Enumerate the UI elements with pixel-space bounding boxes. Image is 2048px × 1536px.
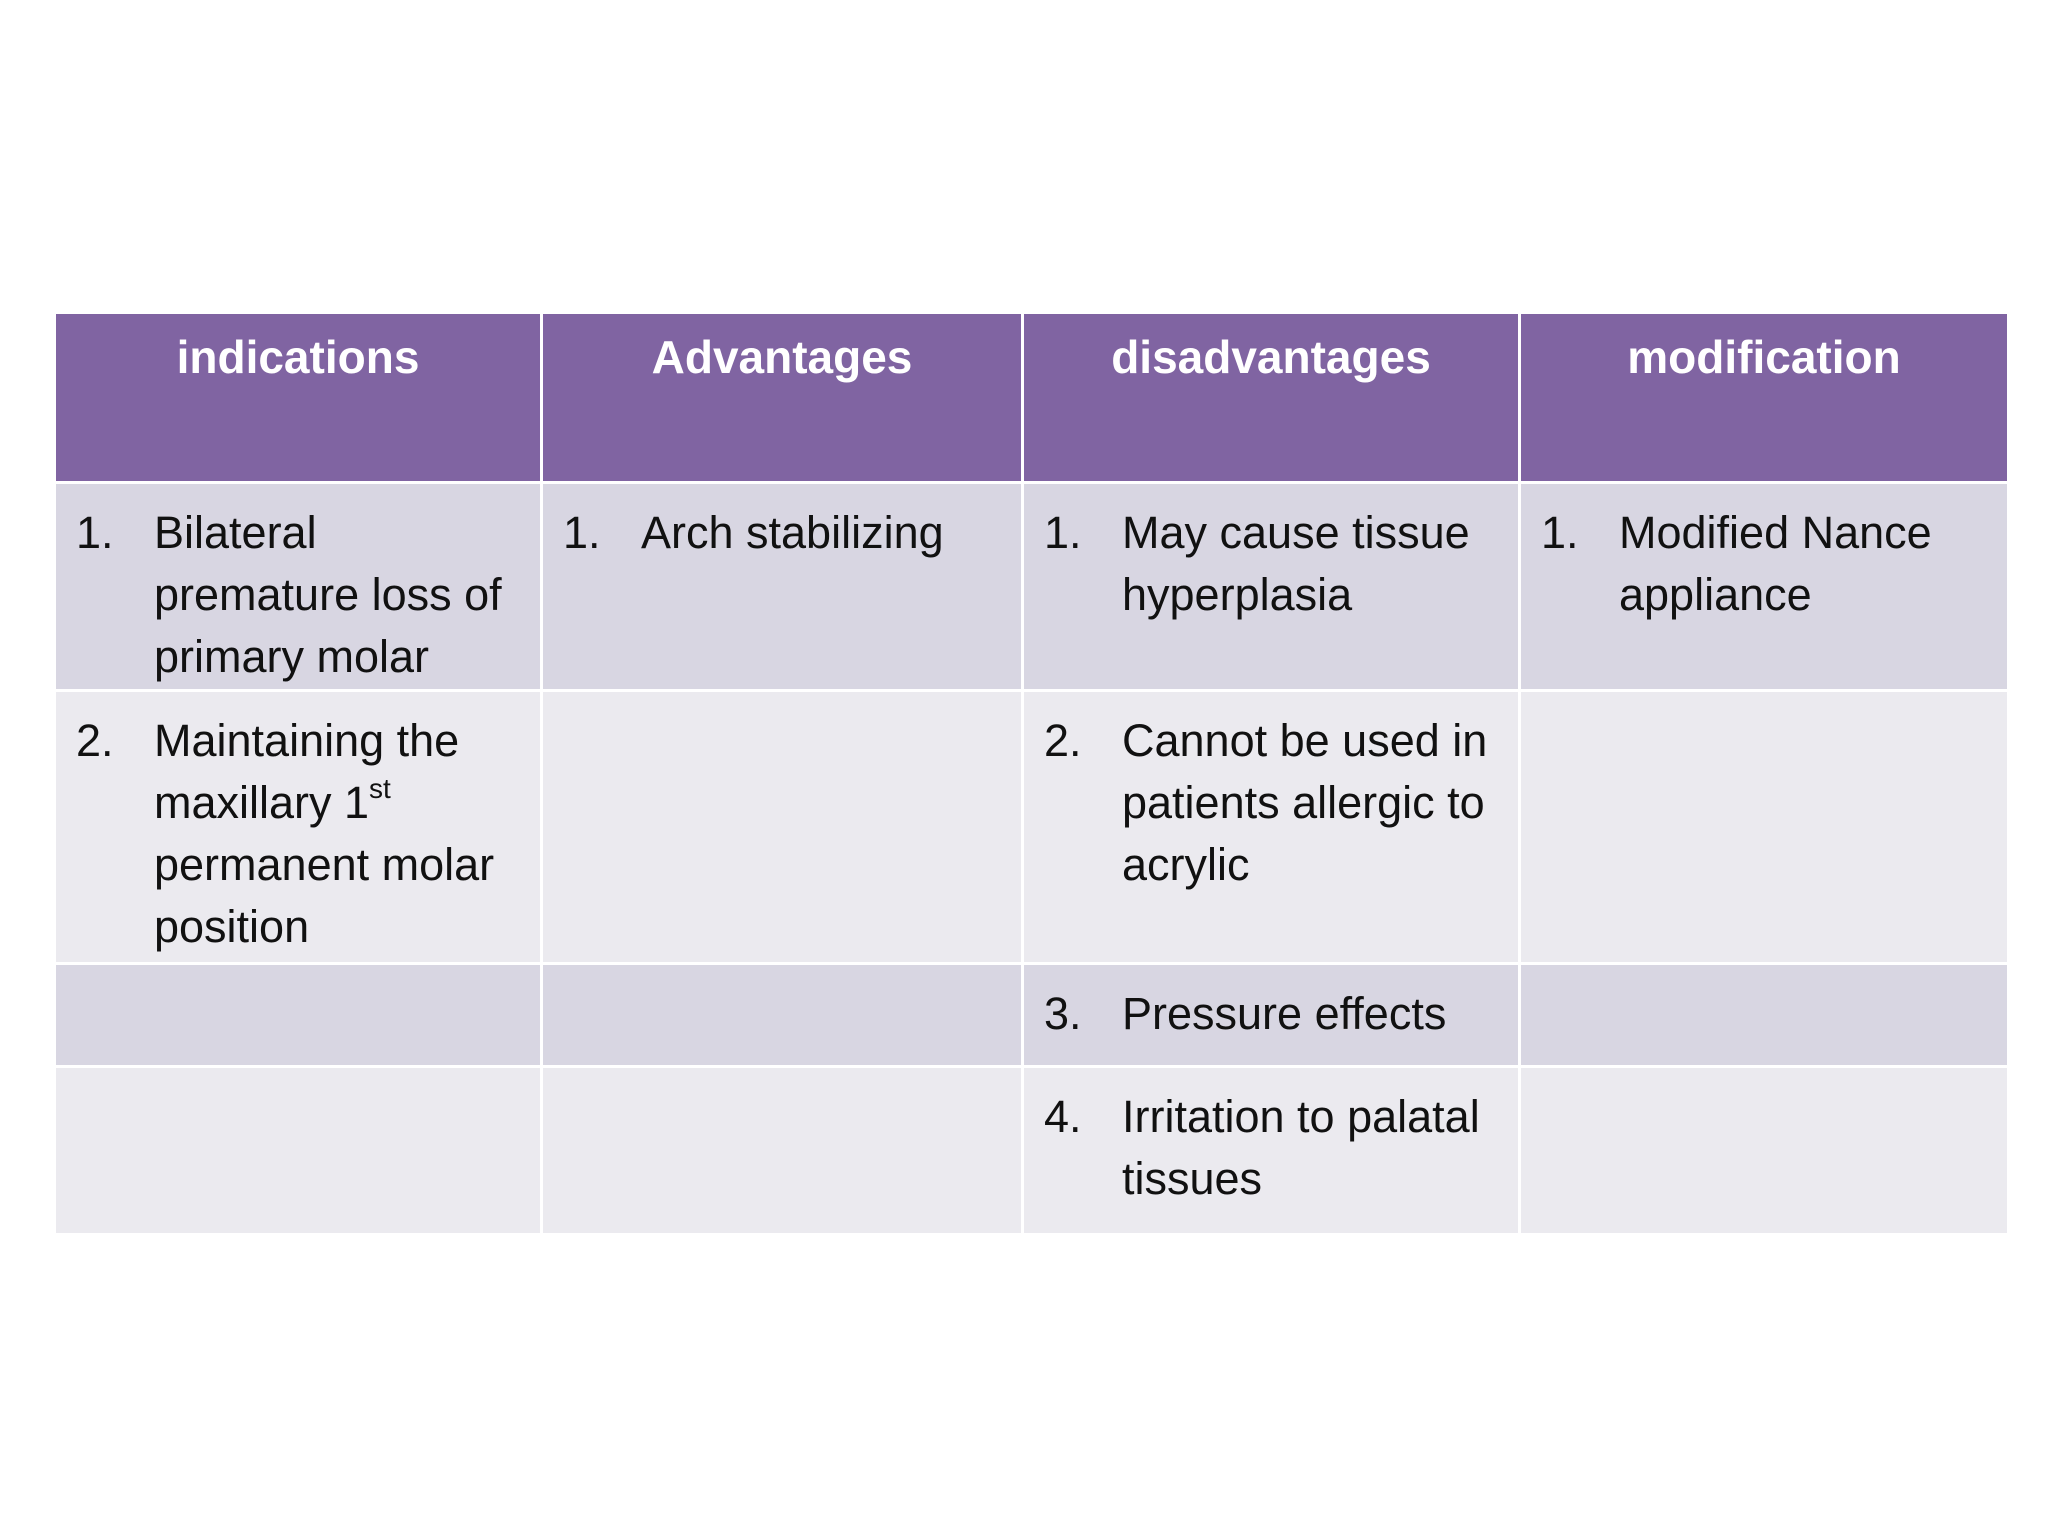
list-item [1024,1068,1518,1210]
item-text: Pressure effects [1122,988,1447,1039]
item-number: 1. [563,507,601,558]
item-number: 2. [76,715,114,766]
item-number: 1. [76,507,114,558]
cell-modification [1520,691,2009,964]
item-text: Cannot be used in patients allergic to acrylic [1122,715,1488,890]
cell-modification [1520,1067,2009,1235]
item-number: 2. [1044,715,1082,766]
table-row [55,483,2009,691]
list-item [1024,484,1518,626]
cell-indications [55,1067,542,1235]
cell-modification [1520,964,2009,1067]
list-item [56,692,540,958]
cell-disadvantages [1023,483,1520,691]
header-modification: modification [1520,313,2009,483]
list-item [1024,692,1518,896]
item-number: 1. [1044,507,1082,558]
cell-indications [55,483,542,691]
cell-advantages [542,1067,1023,1235]
item-text: Irritation to palatal tissues [1122,1091,1480,1204]
header-advantages: Advantages [542,313,1023,483]
item-number: 1. [1541,507,1579,558]
item-text: Modified Nance appliance [1619,507,1932,620]
cell-indications [55,691,542,964]
item-text: May cause tissue hyperplasia [1122,507,1470,620]
cell-disadvantages [1023,964,1520,1067]
cell-disadvantages [1023,691,1520,964]
header-disadvantages: disadvantages [1023,313,1520,483]
list-item [1024,965,1518,1045]
cell-modification [1520,483,2009,691]
cell-advantages [542,691,1023,964]
item-text-end: permanent molar position [154,839,495,952]
cell-indications [55,964,542,1067]
cell-advantages [542,964,1023,1067]
header-indications: indications [55,313,542,483]
comparison-table [53,311,2010,1236]
item-number: 4. [1044,1091,1082,1142]
item-number: 3. [1044,988,1082,1039]
item-text-start: Maintaining the maxillary 1 [154,715,460,828]
table-header-row [55,313,2009,483]
cell-disadvantages [1023,1067,1520,1235]
item-text [154,710,524,958]
ordinal-suffix: st [369,773,391,804]
list-item [543,484,1021,564]
list-item [56,484,540,688]
table-row [55,964,2009,1067]
cell-advantages [542,483,1023,691]
list-item [1521,484,2007,626]
item-text: Bilateral premature loss of primary molar [154,507,502,682]
table-row [55,691,2009,964]
item-text: Arch stabilizing [641,507,944,558]
table-row [55,1067,2009,1235]
